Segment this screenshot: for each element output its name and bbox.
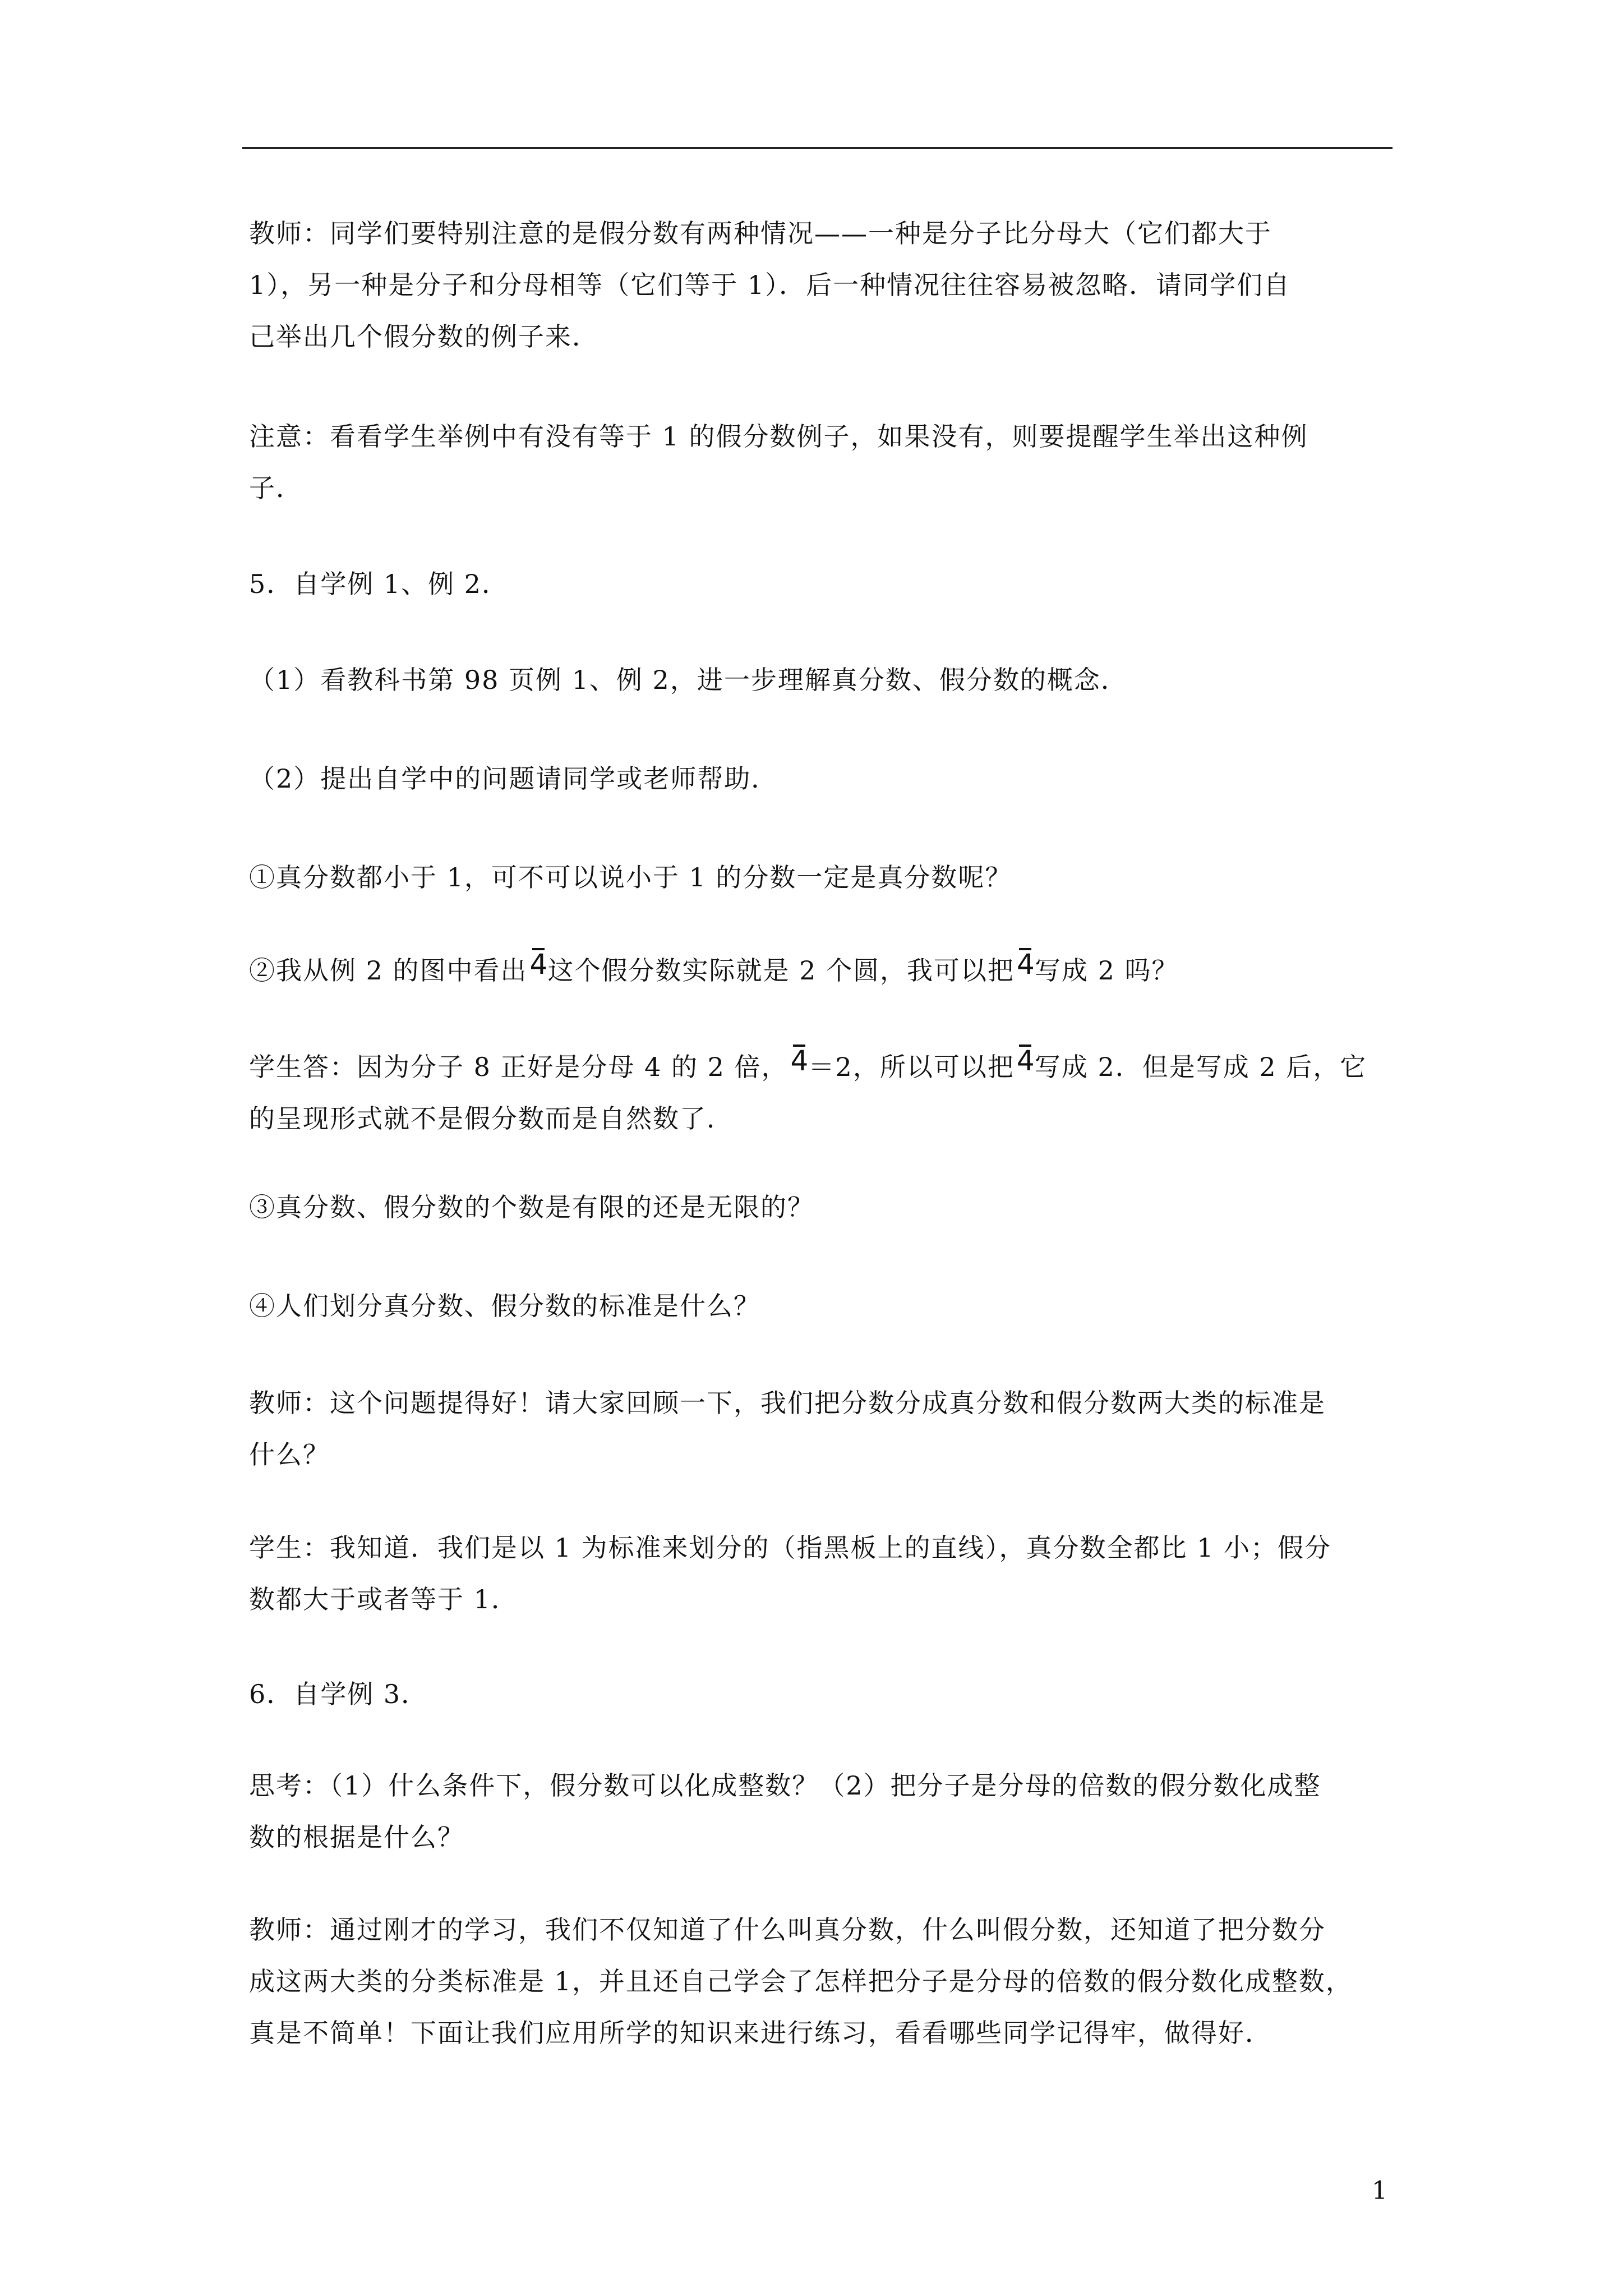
fraction-denominator: 4 xyxy=(1016,1045,1036,1077)
page-number: 1 xyxy=(1372,2177,1387,2205)
fraction-glyph xyxy=(1016,1043,1034,1079)
question-2 xyxy=(249,945,1393,996)
text-line: 己举出几个假分数的例子来． xyxy=(249,321,599,352)
text-line: ①真分数都小于 1，可不可以说小于 1 的分数一定是真分数呢？ xyxy=(249,862,1012,892)
text-segment: 写成 2 吗？ xyxy=(1035,955,1179,986)
paragraph-attention xyxy=(249,411,1393,514)
text-segment: ＝2，所以可以把 xyxy=(808,1052,1015,1082)
text-segment: ②我从例 2 的图中看出 xyxy=(249,955,528,986)
student-answer xyxy=(249,1041,1393,1144)
text-line: 什么？ xyxy=(249,1439,330,1470)
text-line: 6．自学例 3． xyxy=(249,1679,428,1709)
text-segment: 学生答：因为分子 8 正好是分母 4 的 2 倍， xyxy=(249,1052,789,1082)
question-1 xyxy=(249,852,1393,903)
text-line: ③真分数、假分数的个数是有限的还是无限的？ xyxy=(249,1192,814,1222)
text-line: 数的根据是什么？ xyxy=(249,1822,464,1852)
fraction-glyph xyxy=(529,947,547,983)
text-line: 成这两大类的分类标准是 1，并且还自己学会了怎样把分子是分母的倍数的假分数化成整数， xyxy=(249,1966,1353,1996)
fraction-denominator: 4 xyxy=(1017,948,1036,981)
teacher-response xyxy=(249,1377,1393,1480)
text-line xyxy=(249,945,1393,996)
text-line: 教师：通过刚才的学习，我们不仅知道了什么叫真分数，什么叫假分数，还知道了把分数分 xyxy=(249,1915,1326,1945)
text-segment: 这个假分数实际就是 2 个圆，我可以把 xyxy=(547,955,1015,986)
text-line: 教师：同学们要特别注意的是假分数有两种情况——一种是分子比分母大（它们都大于 xyxy=(249,218,1272,249)
text-line: 数都大于或者等于 1． xyxy=(249,1584,518,1614)
text-line: 子． xyxy=(249,473,303,503)
paragraph-teacher-note xyxy=(249,208,1393,362)
text-line xyxy=(249,1041,1393,1093)
text-line: 注意：看看学生举例中有没有等于 1 的假分数例子，如果没有，则要提醒学生举出这种例 xyxy=(249,421,1308,452)
fraction-denominator: 4 xyxy=(529,948,549,981)
fraction-denominator: 4 xyxy=(790,1045,810,1077)
text-line: 的呈现形式就不是假分数而是自然数了． xyxy=(249,1103,734,1134)
question-4 xyxy=(249,1280,1393,1332)
header-rule xyxy=(242,147,1393,149)
text-line: 5．自学例 1、例 2． xyxy=(249,569,509,599)
text-segment: 写成 2．但是写成 2 后，它 xyxy=(1034,1052,1367,1082)
text-line: 真是不简单！下面让我们应用所学的知识来进行练习，看看哪些同学记得牢，做得好． xyxy=(249,2018,1272,2048)
text-line: 思考：（1）什么条件下，假分数可以化成整数？（2）把分子是分母的倍数的假分数化成整 xyxy=(249,1770,1321,1801)
text-line: ④人们划分真分数、假分数的标准是什么？ xyxy=(249,1291,760,1321)
text-line: 学生：我知道．我们是以 1 为标准来划分的（指黑板上的直线），真分数全都比 1 小；假分 xyxy=(249,1533,1332,1563)
question-3 xyxy=(249,1181,1393,1233)
section-heading-6 xyxy=(249,1668,1393,1720)
fraction-glyph xyxy=(1016,947,1034,983)
fraction-glyph xyxy=(790,1043,808,1079)
text-line: （2）提出自学中的问题请同学或老师帮助． xyxy=(249,763,778,794)
text-line: 1），另一种是分子和分母相等（它们等于 1）．后一种情况往往容易被忽略．请同学们自 xyxy=(249,270,1291,300)
text-line: 教师：这个问题提得好！请大家回顾一下，我们把分数分成真分数和假分数两大类的标准是 xyxy=(249,1388,1326,1418)
teacher-summary xyxy=(249,1904,1393,2059)
section-heading-5 xyxy=(249,558,1393,610)
student-response xyxy=(249,1522,1393,1625)
paragraph-step-1 xyxy=(249,654,1393,706)
paragraph-step-2 xyxy=(249,753,1393,804)
text-line: （1）看教科书第 98 页例 1、例 2，进一步理解真分数、假分数的概念． xyxy=(249,665,1128,695)
think-questions xyxy=(249,1760,1393,1863)
